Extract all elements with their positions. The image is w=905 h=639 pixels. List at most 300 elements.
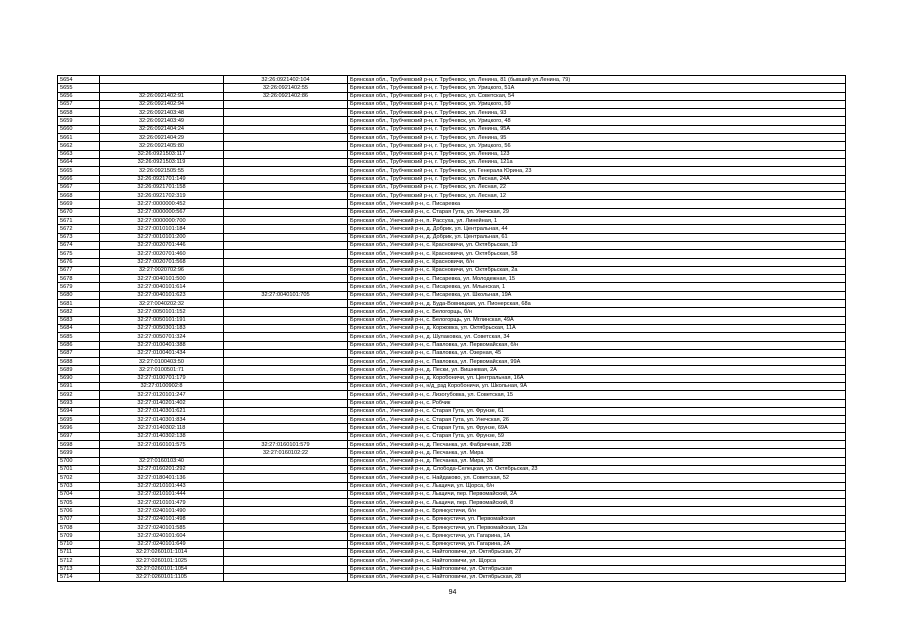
cadastral-number-cell: 32:26:0921503:117 [100,150,224,158]
related-cadastral-number-cell [224,333,348,341]
cadastral-number-cell: 32:27:0140302:118 [100,424,224,432]
cadastral-number-cell: 32:27:0040101:500 [100,275,224,283]
cadastral-number-cell: 32:27:0100701:179 [100,374,224,382]
table-row [58,548,846,556]
address-cell: Брянская обл., Унечский р-н, с. Писаревка, ул. Школьная, 19А [348,291,846,299]
cadastral-number-cell: 32:26:0921503:119 [100,158,224,166]
cadastral-number-cell: 32:27:0210101:479 [100,499,224,507]
table-row [58,532,846,540]
row-number-cell: 5665 [58,167,100,175]
cadastral-number-cell: 32:27:0000000:700 [100,217,224,225]
row-number-cell: 5656 [58,92,100,100]
related-cadastral-number-cell [224,200,348,208]
cadastral-number-cell: 32:26:0921702:319 [100,192,224,200]
row-number-cell: 5710 [58,540,100,548]
row-number-cell: 5707 [58,515,100,523]
table-row [58,142,846,150]
address-cell: Брянская обл., Унечский р-н, с. Старая Гута, ул. Фрунзе, 61 [348,407,846,415]
address-cell: Брянская обл., Унечский р-н, д. Песчанка, ул. Фабричная, 23В [348,441,846,449]
table-row [58,382,846,390]
cadastral-number-cell: 32:27:0160101:575 [100,441,224,449]
related-cadastral-number-cell: 32:26:0921402:104 [224,76,348,84]
related-cadastral-number-cell [224,374,348,382]
row-number-cell: 5705 [58,499,100,507]
address-cell: Брянская обл., Унечский р-н, с. Лыщичи, пер. Первомайский, 8 [348,499,846,507]
table-row [58,275,846,283]
address-cell: Брянская обл., Трубчевский р-н, г. Трубчевск, ул. Ленина, 95 [348,134,846,142]
property-register-table [57,75,846,582]
table-row [58,92,846,100]
address-cell: Брянская обл., Унечский р-н, с. Найтоповичи, ул. Щорса [348,557,846,565]
row-number-cell: 5654 [58,76,100,84]
address-cell: Брянская обл., Унечский р-н, с. Старая Гута, ул. Унечская, 26 [348,416,846,424]
related-cadastral-number-cell [224,158,348,166]
address-cell: Брянская обл., Унечский р-н, с. Брянкустичи, ул. Первомайская [348,515,846,523]
address-cell: Брянская обл., Унечский р-н, н/д_рзд Коробоничи, ул. Школьная, 9А [348,382,846,390]
table-row [58,291,846,299]
table-row [58,217,846,225]
table-row [58,416,846,424]
row-number-cell: 5695 [58,416,100,424]
table-row [58,333,846,341]
table-row [58,557,846,565]
cadastral-number-cell: 32:27:0020702:96 [100,266,224,274]
cadastral-number-cell: 32:27:0100401:388 [100,341,224,349]
row-number-cell: 5682 [58,308,100,316]
address-cell: Брянская обл., Унечский р-н, с. Белогорщь, ул. Мглинская, 49А [348,316,846,324]
table-row [58,399,846,407]
address-cell: Брянская обл., Унечский р-н, с. Найтоповичи, ул. Октябрьская, 27 [348,548,846,556]
row-number-cell: 5676 [58,258,100,266]
address-cell: Брянская обл., Унечский р-н, с. Писаревка, ул. Молодежная, 15 [348,275,846,283]
table-row [58,134,846,142]
cadastral-number-cell: 32:26:0921701:149 [100,175,224,183]
related-cadastral-number-cell [224,225,348,233]
table-row [58,200,846,208]
related-cadastral-number-cell [224,382,348,390]
related-cadastral-number-cell [224,557,348,565]
related-cadastral-number-cell [224,532,348,540]
row-number-cell: 5709 [58,532,100,540]
cadastral-number-cell: 32:27:0050701:324 [100,333,224,341]
table-row [58,183,846,191]
related-cadastral-number-cell [224,524,348,532]
address-cell: Брянская обл., Унечский р-н, с. Найтоповичи, ул. Октябрьская, 28 [348,573,846,581]
cadastral-number-cell: 32:27:0140201:402 [100,399,224,407]
address-cell: Брянская обл., Унечский р-н, с. Брянкустичи, б/н [348,507,846,515]
table-row [58,258,846,266]
row-number-cell: 5681 [58,300,100,308]
table-row [58,573,846,581]
table-row [58,524,846,532]
related-cadastral-number-cell [224,515,348,523]
address-cell: Брянская обл., Унечский р-н, д. Коржовка, ул. Октябрьская, 11А [348,324,846,332]
address-cell: Брянская обл., Унечский р-н, д. Песчанка, ул. Мира [348,449,846,457]
register-table-body [58,76,846,582]
related-cadastral-number-cell: 32:26:0921402:55 [224,84,348,92]
cadastral-number-cell: 32:27:0020701:568 [100,258,224,266]
cadastral-number-cell: 32:27:0160103:40 [100,457,224,465]
table-row [58,117,846,125]
related-cadastral-number-cell [224,258,348,266]
related-cadastral-number-cell [224,341,348,349]
cadastral-number-cell: 32:26:0921403:48 [100,109,224,117]
address-cell: Брянская обл., Трубчевский р-н, г. Трубчевск, ул. Лесная, 22 [348,183,846,191]
table-row [58,441,846,449]
related-cadastral-number-cell [224,349,348,357]
table-row [58,150,846,158]
row-number-cell: 5668 [58,192,100,200]
address-cell: Брянская обл., Унечский р-н, с. Брянкустичи, ул. Гагарина, 1А [348,532,846,540]
address-cell: Брянская обл., Унечский р-н, п. Рассуха, ул. Линейная, 1 [348,217,846,225]
cadastral-number-cell: 32:27:0240101:649 [100,540,224,548]
row-number-cell: 5706 [58,507,100,515]
table-row [58,175,846,183]
table-row [58,449,846,457]
cadastral-number-cell: 32:27:0050301:183 [100,324,224,332]
row-number-cell: 5688 [58,358,100,366]
table-row [58,432,846,440]
table-row [58,374,846,382]
row-number-cell: 5658 [58,109,100,117]
address-cell: Брянская обл., Унечский р-н, с. Старая Гута, ул. Фрунзе, 69А [348,424,846,432]
table-row [58,507,846,515]
row-number-cell: 5698 [58,441,100,449]
address-cell: Брянская обл., Унечский р-н, с. Писаревка, ул. Млынская, 1 [348,283,846,291]
cadastral-number-cell: 32:26:0921404:24 [100,125,224,133]
row-number-cell: 5712 [58,557,100,565]
cadastral-number-cell [100,449,224,457]
cadastral-number-cell: 32:27:0020701:446 [100,241,224,249]
related-cadastral-number-cell [224,424,348,432]
row-number-cell: 5690 [58,374,100,382]
address-cell: Брянская обл., Унечский р-н, с. Лизогубовка, ул. Советская, 15 [348,391,846,399]
table-row [58,250,846,258]
address-cell: Брянская обл., Унечский р-н, д. Песчанка, ул. Мира, 38 [348,457,846,465]
related-cadastral-number-cell [224,300,348,308]
address-cell: Брянская обл., Унечский р-н, с. Найдаково, ул. Советская, 52 [348,474,846,482]
related-cadastral-number-cell [224,399,348,407]
related-cadastral-number-cell [224,316,348,324]
related-cadastral-number-cell [224,358,348,366]
address-cell: Брянская обл., Унечский р-н, с. Павловка, ул. Озерная, 45 [348,349,846,357]
row-number-cell: 5671 [58,217,100,225]
row-number-cell: 5683 [58,316,100,324]
address-cell: Брянская обл., Унечский р-н, с. Красновичи, ул. Октябрьская, 2а [348,266,846,274]
related-cadastral-number-cell [224,100,348,108]
related-cadastral-number-cell [224,208,348,216]
table-row [58,540,846,548]
row-number-cell: 5708 [58,524,100,532]
row-number-cell: 5673 [58,233,100,241]
related-cadastral-number-cell [224,233,348,241]
address-cell: Брянская обл., Унечский р-н, д. Коробоничи, ул. Центральная, 16А [348,374,846,382]
cadastral-number-cell: 32:27:0240101:604 [100,532,224,540]
address-cell: Брянская обл., Унечский р-н, с. Красновичи, б/н [348,258,846,266]
address-cell: Брянская обл., Унечский р-н, с. Брянкустичи, ул. Первомайская, 12а [348,524,846,532]
table-row [58,241,846,249]
cadastral-number-cell: 32:27:0010101:200 [100,233,224,241]
related-cadastral-number-cell [224,573,348,581]
row-number-cell: 5702 [58,474,100,482]
related-cadastral-number-cell [224,407,348,415]
table-row [58,100,846,108]
table-row [58,407,846,415]
row-number-cell: 5679 [58,283,100,291]
cadastral-number-cell: 32:26:0921402:91 [100,92,224,100]
cadastral-number-cell: 32:27:0020701:460 [100,250,224,258]
cadastral-number-cell: 32:27:0260101:1105 [100,573,224,581]
address-cell: Брянская обл., Унечский р-н, с. Брянкустичи, ул. Гагарина, 2А [348,540,846,548]
row-number-cell: 5667 [58,183,100,191]
related-cadastral-number-cell [224,192,348,200]
row-number-cell: 5687 [58,349,100,357]
cadastral-number-cell: 32:26:0921505:55 [100,167,224,175]
row-number-cell: 5670 [58,208,100,216]
page-number: 94 [448,589,457,596]
cadastral-number-cell: 32:27:0040101:614 [100,283,224,291]
related-cadastral-number-cell: 32:27:0160101:579 [224,441,348,449]
address-cell: Брянская обл., Трубчевский р-н, г. Трубчевск, ул. Генерала Юрина, 23 [348,167,846,175]
row-number-cell: 5711 [58,548,100,556]
cadastral-number-cell: 32:27:0240101:490 [100,507,224,515]
related-cadastral-number-cell [224,499,348,507]
address-cell: Брянская обл., Унечский р-н, с. Робчик [348,399,846,407]
table-row [58,358,846,366]
address-cell: Брянская обл., Унечский р-н, д. Пески, ул. Вишневая, 2А [348,366,846,374]
related-cadastral-number-cell: 32:27:0160102:22 [224,449,348,457]
row-number-cell: 5713 [58,565,100,573]
address-cell: Брянская обл., Унечский р-н, д. Слобода-Селецкая, ул. Октябрьская, 23 [348,465,846,473]
row-number-cell: 5701 [58,465,100,473]
table-row [58,208,846,216]
address-cell: Брянская обл., Трубчевский р-н, г. Трубчевск, ул. Урицкого, 56 [348,142,846,150]
cadastral-number-cell: 32:26:0921402:94 [100,100,224,108]
row-number-cell: 5674 [58,241,100,249]
related-cadastral-number-cell [224,266,348,274]
row-number-cell: 5655 [58,84,100,92]
cadastral-number-cell: 32:26:0921701:158 [100,183,224,191]
address-cell: Брянская обл., Унечский р-н, с. Белогорщь, б/н [348,308,846,316]
row-number-cell: 5660 [58,125,100,133]
address-cell: Брянская обл., Трубчевский р-н, г. Трубчевск, ул. Урицкого, 48 [348,117,846,125]
related-cadastral-number-cell [224,432,348,440]
related-cadastral-number-cell [224,109,348,117]
cadastral-number-cell: 32:27:0140301:834 [100,416,224,424]
row-number-cell: 5703 [58,482,100,490]
related-cadastral-number-cell: 32:27:0040101:705 [224,291,348,299]
address-cell: Брянская обл., Унечский р-н, д. Добрик, ул. Центральная, 44 [348,225,846,233]
row-number-cell: 5657 [58,100,100,108]
cadastral-number-cell: 32:27:0100902:8 [100,382,224,390]
table-row [58,84,846,92]
cadastral-number-cell: 32:27:0000000:452 [100,200,224,208]
row-number-cell: 5684 [58,324,100,332]
table-row [58,341,846,349]
related-cadastral-number-cell [224,416,348,424]
address-cell: Брянская обл., Трубчевский р-н, г. Трубчевск, ул. Ленина, 121а [348,158,846,166]
cadastral-number-cell: 32:27:0050101:191 [100,316,224,324]
table-row [58,167,846,175]
related-cadastral-number-cell [224,283,348,291]
row-number-cell: 5662 [58,142,100,150]
address-cell: Брянская обл., Трубчевский р-н, г. Трубчевск, ул. Ленина, 81 (бывший ул.Ленина, 79) [348,76,846,84]
row-number-cell: 5659 [58,117,100,125]
related-cadastral-number-cell [224,457,348,465]
row-number-cell: 5666 [58,175,100,183]
cadastral-number-cell: 32:27:0140302:138 [100,432,224,440]
table-row [58,391,846,399]
related-cadastral-number-cell [224,507,348,515]
address-cell: Брянская обл., Унечский р-н, с. Лыщичи, пер. Первомайский, 2А [348,490,846,498]
address-cell: Брянская обл., Трубчевский р-н, г. Трубчевск, ул. Ленина, 123 [348,150,846,158]
cadastral-number-cell: 32:27:0120101:247 [100,391,224,399]
table-row [58,499,846,507]
address-cell: Брянская обл., Унечский р-н, с. Писаревка [348,200,846,208]
cadastral-number-cell: 32:27:0100401:434 [100,349,224,357]
table-row [58,474,846,482]
related-cadastral-number-cell [224,175,348,183]
address-cell: Брянская обл., Трубчевский р-н, г. Трубчевск, ул. Урицкого, 51А [348,84,846,92]
cadastral-number-cell: 32:27:0240101:498 [100,515,224,523]
cadastral-number-cell [100,84,224,92]
cadastral-number-cell: 32:27:0260101:1014 [100,548,224,556]
row-number-cell: 5700 [58,457,100,465]
table-row [58,300,846,308]
address-cell: Брянская обл., Унечский р-н, с. Старая Гута, ул. Унечская, 29 [348,208,846,216]
cadastral-number-cell: 32:27:0160201:292 [100,465,224,473]
related-cadastral-number-cell [224,217,348,225]
cadastral-number-cell: 32:26:0921405:80 [100,142,224,150]
row-number-cell: 5677 [58,266,100,274]
cadastral-number-cell: 32:27:0100501:71 [100,366,224,374]
related-cadastral-number-cell [224,150,348,158]
table-row [58,233,846,241]
cadastral-number-cell: 32:26:0921403:49 [100,117,224,125]
address-cell: Брянская обл., Трубчевский р-н, г. Трубчевск, ул. Лесная, 24А [348,175,846,183]
related-cadastral-number-cell [224,324,348,332]
related-cadastral-number-cell [224,490,348,498]
related-cadastral-number-cell [224,548,348,556]
cadastral-number-cell: 32:27:0140301:621 [100,407,224,415]
related-cadastral-number-cell [224,465,348,473]
related-cadastral-number-cell [224,366,348,374]
cadastral-number-cell [100,76,224,84]
address-cell: Брянская обл., Унечский р-н, с. Павловка, ул. Первомайская, б/н [348,341,846,349]
row-number-cell: 5696 [58,424,100,432]
row-number-cell: 5693 [58,399,100,407]
address-cell: Брянская обл., Унечский р-н, с. Найтоповичи, ул. Октябрьская [348,565,846,573]
address-cell: Брянская обл., Унечский р-н, д. Добрик, ул. Центральная, 61 [348,233,846,241]
related-cadastral-number-cell [224,308,348,316]
address-cell: Брянская обл., Унечский р-н, с. Красновичи, ул. Октябрьская, 58 [348,250,846,258]
cadastral-number-cell: 32:26:0921404:29 [100,134,224,142]
table-row [58,109,846,117]
table-row [58,515,846,523]
related-cadastral-number-cell [224,167,348,175]
cadastral-number-cell: 32:27:0040101:623 [100,291,224,299]
address-cell: Брянская обл., Унечский р-н, д. Шулаковка, ул. Советская, 34 [348,333,846,341]
cadastral-number-cell: 32:27:0100403:50 [100,358,224,366]
related-cadastral-number-cell [224,125,348,133]
row-number-cell: 5672 [58,225,100,233]
address-cell: Брянская обл., Трубчевский р-н, г. Трубчевск, ул. Ленина, 95А [348,125,846,133]
address-cell: Брянская обл., Трубчевский р-н, г. Трубчевск, ул. Лесная, 12 [348,192,846,200]
related-cadastral-number-cell [224,117,348,125]
table-row [58,366,846,374]
table-row [58,316,846,324]
table-row [58,308,846,316]
row-number-cell: 5685 [58,333,100,341]
cadastral-number-cell: 32:27:0210101:443 [100,482,224,490]
cadastral-number-cell: 32:27:0210101:444 [100,490,224,498]
related-cadastral-number-cell [224,391,348,399]
cadastral-number-cell: 32:27:0240101:585 [100,524,224,532]
address-cell: Брянская обл., Унечский р-н, с. Красновичи, ул. Октябрьская, 19 [348,241,846,249]
table-row [58,283,846,291]
row-number-cell: 5675 [58,250,100,258]
table-row [58,490,846,498]
row-number-cell: 5699 [58,449,100,457]
table-row [58,225,846,233]
table-row [58,457,846,465]
related-cadastral-number-cell [224,142,348,150]
related-cadastral-number-cell [224,241,348,249]
cadastral-number-cell: 32:27:0260101:1025 [100,557,224,565]
table-row [58,324,846,332]
row-number-cell: 5664 [58,158,100,166]
address-cell: Брянская обл., Унечский р-н, с. Павловка, ул. Первомайская, 99А [348,358,846,366]
table-row [58,158,846,166]
row-number-cell: 5692 [58,391,100,399]
related-cadastral-number-cell [224,540,348,548]
address-cell: Брянская обл., Трубчевский р-н, г. Трубчевск, ул. Советская, 54 [348,92,846,100]
related-cadastral-number-cell [224,183,348,191]
address-cell: Брянская обл., Трубчевский р-н, г. Трубчевск, ул. Урицкого, 59 [348,100,846,108]
address-cell: Брянская обл., Трубчевский р-н, г. Трубчевск, ул. Ленина, 93 [348,109,846,117]
address-cell: Брянская обл., Унечский р-н, с. Старая Гута, ул. Фрунзе, 59 [348,432,846,440]
related-cadastral-number-cell: 32:26:0921402:86 [224,92,348,100]
row-number-cell: 5663 [58,150,100,158]
row-number-cell: 5669 [58,200,100,208]
cadastral-number-cell: 32:27:0260101:1054 [100,565,224,573]
table-row [58,125,846,133]
table-row [58,76,846,84]
related-cadastral-number-cell [224,275,348,283]
row-number-cell: 5704 [58,490,100,498]
row-number-cell: 5686 [58,341,100,349]
cadastral-number-cell: 32:27:0180401:136 [100,474,224,482]
related-cadastral-number-cell [224,474,348,482]
row-number-cell: 5689 [58,366,100,374]
address-cell: Брянская обл., Унечский р-н, д. Буда-Вовницкая, ул. Пионерская, 68а [348,300,846,308]
table-row [58,565,846,573]
table-row [58,482,846,490]
row-number-cell: 5714 [58,573,100,581]
row-number-cell: 5697 [58,432,100,440]
cadastral-number-cell: 32:27:0050101:152 [100,308,224,316]
table-row [58,465,846,473]
table-row [58,349,846,357]
table-row [58,424,846,432]
cadastral-number-cell: 32:27:0040202:32 [100,300,224,308]
row-number-cell: 5680 [58,291,100,299]
address-cell: Брянская обл., Унечский р-н, с. Лыщичи, ул. Щорса, б/н [348,482,846,490]
cadastral-number-cell: 32:27:0010101:184 [100,225,224,233]
related-cadastral-number-cell [224,250,348,258]
row-number-cell: 5661 [58,134,100,142]
row-number-cell: 5678 [58,275,100,283]
